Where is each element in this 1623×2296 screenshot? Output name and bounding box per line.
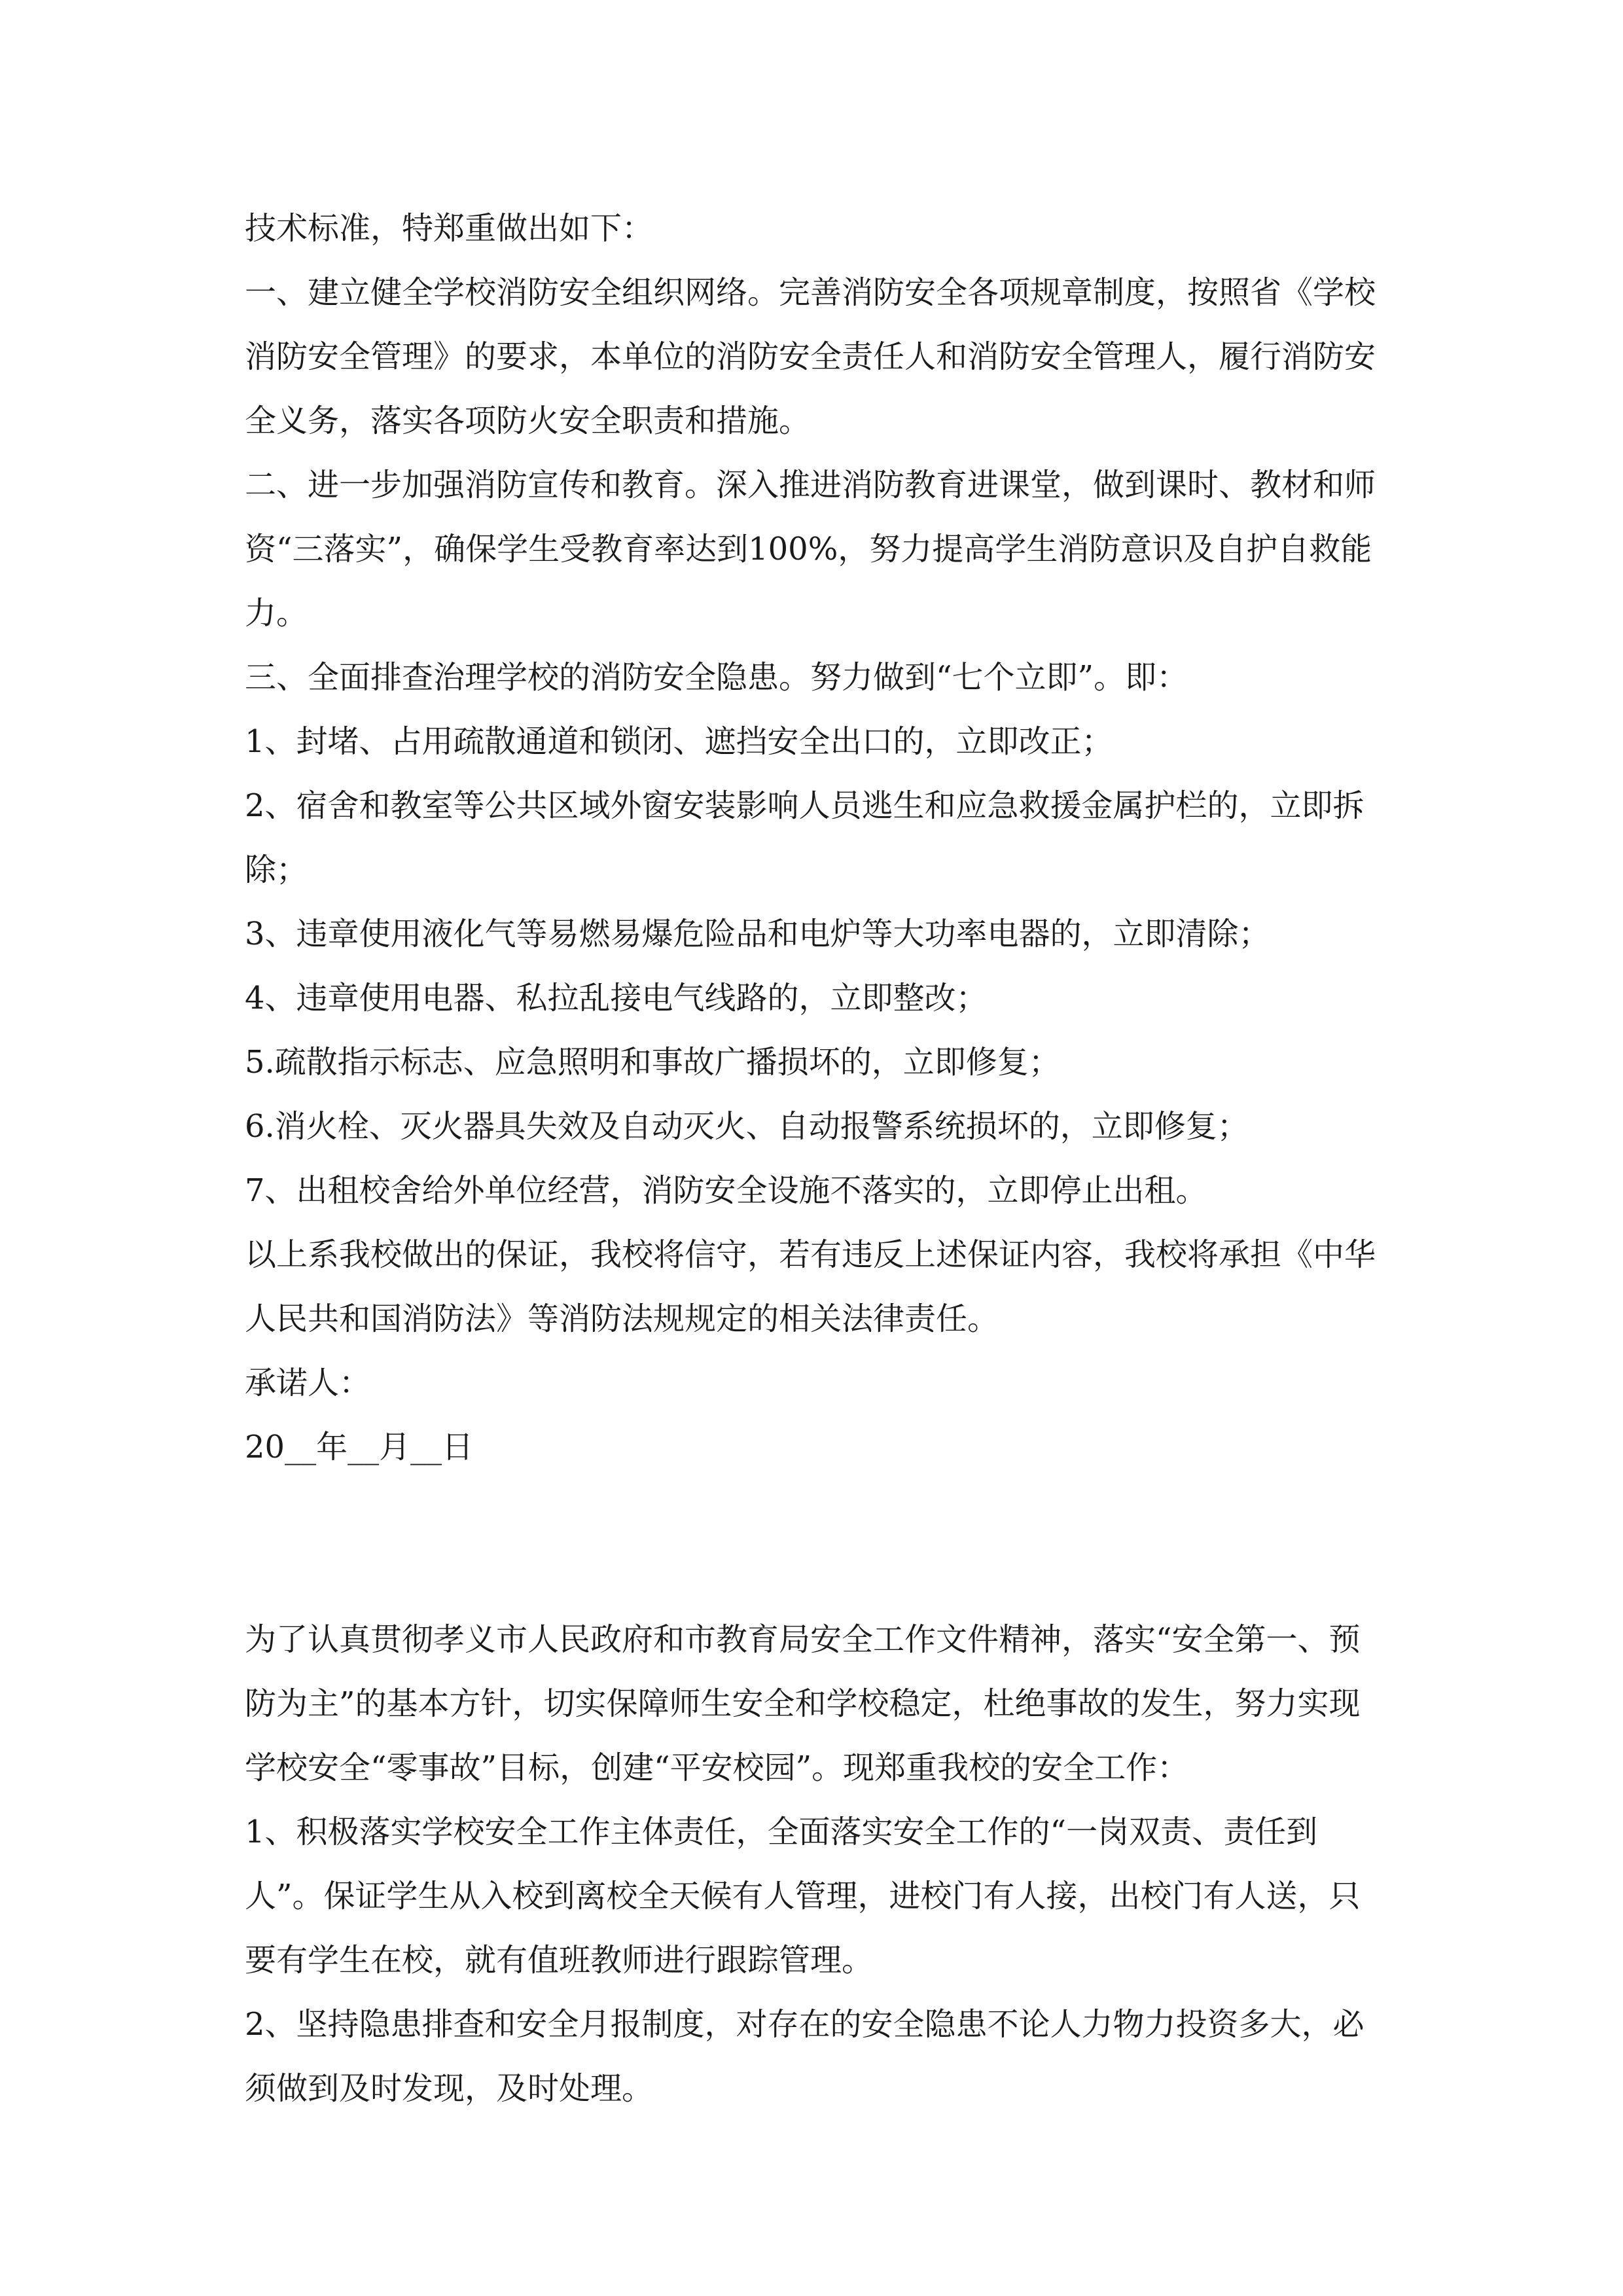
signatory-label: 承诺人： [245, 1365, 371, 1401]
second-intro: 为了认真贯彻孝义市人民政府和市教育局安全工作文件精神，落实“安全第一、预防为主”的基本方针，切实保障师生安全和学校稳定，杜绝事故的发生，努力实现学校安全“零事故”目标，创建“平安校园”。现郑重我校的安全工作： [245, 1621, 1361, 1786]
item-one-network: 一、建立健全学校消防安全组织网络。完善消防安全各项规章制度，按照省《学校消防安全管理》的要求，本单位的消防安全责任人和消防安全管理人，履行消防安全义务，落实各项防火安全职责和措施。 [245, 274, 1376, 439]
sub-item-7: 7、出租校舍给外单位经营，消防安全设施不落实的，立即停止出租。 [245, 1172, 1207, 1209]
sub-item-3: 3、违章使用液化气等易燃易爆危险品和电炉等大功率电器的，立即清除； [245, 916, 1270, 952]
sub-item-1: 1、封堵、占用疏散通道和锁闭、遮挡安全出口的，立即改正； [245, 723, 1113, 760]
section-spacer [245, 1479, 1383, 1607]
sub-item-5: 5.疏散指示标志、应急照明和事故广播损坏的，立即修复； [245, 1044, 1060, 1081]
item-two-education: 二、进一步加强消防宣传和教育。深入推进消防教育进课堂，做到课时、教材和师资“三落实”，确保学生受教育率达到100%，努力提高学生消防意识及自护自救能力。 [245, 467, 1376, 632]
second-item-1: 1、积极落实学校安全工作主体责任，全面落实安全工作的“一岗双责、责任到人”。保证学生从入校到离校全天候有人管理，进校门有人接，出校门有人送，只要有学生在校，就有值班教师进行跟踪管理。 [245, 1814, 1361, 1979]
closing-statement: 以上系我校做出的保证，我校将信守，若有违反上述保证内容，我校将承担《中华人民共和国消防法》等消防法规规定的相关法律责任。 [245, 1236, 1376, 1337]
second-item-2: 2、坚持隐患排查和安全月报制度，对存在的安全隐患不论人力物力投资多大，必须做到及时发现，及时处理。 [245, 2006, 1364, 2107]
sub-item-6: 6.消火栓、灭火器具失效及自动灭火、自动报警系统损坏的，立即修复； [245, 1108, 1249, 1145]
sub-item-2: 2、宿舍和教室等公共区域外窗安装影响人员逃生和应急救援金属护栏的，立即拆除； [245, 787, 1364, 888]
date-line: 20__年__月__日 [245, 1429, 474, 1465]
item-three-hazards: 三、全面排查治理学校的消防安全隐患。努力做到“七个立即”。即： [245, 659, 1188, 696]
letter-one [245, 196, 1383, 1479]
sub-item-4: 4、违章使用电器、私拉乱接电气线路的，立即整改； [245, 980, 988, 1016]
document-body [245, 196, 1383, 2121]
letter-two [245, 1607, 1383, 2121]
intro-line: 技术标准，特郑重做出如下： [245, 210, 654, 247]
